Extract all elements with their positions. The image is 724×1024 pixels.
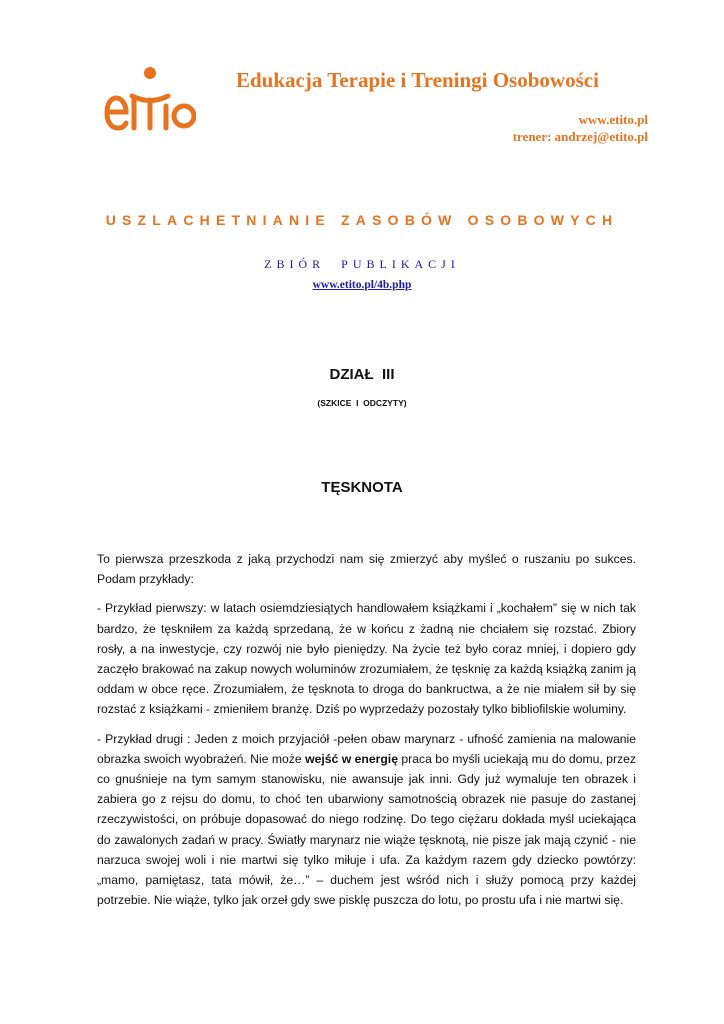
paragraph-example-one: - Przykład pierwszy: w latach osiemdziesiątych handlowałem książkami i „kochałem” się w nich tak bardzo, że tęskniłem za każdą sprzedaną, że w końcu z żadną nie chciałem się rozstać. Zbiory rosły, a na inwestycje, czy rozwój nie było pieniędzy. Na życie też było coraz mniej, i dopiero gdy zaczęło brakować na zakup nowych woluminów zrozumiałem, że tęsknię za każdą książką zanim ją oddam w obce ręce. Zrozumiałem, że tęsknota to droga do bankructwa, a że nie miałem sił by się rozstać z książkami - zmieniłem branżę. Dziś po wyprzedaży pozostały tylko bibliofilskie woluminy. <box>97 601 636 717</box>
logo-text: etito <box>104 66 106 67</box>
organization-title: Edukacja Terapie i Treningi Osobowości <box>236 68 599 92</box>
website-link[interactable]: www.etito.pl <box>578 112 648 127</box>
section-title: DZIAŁ III <box>329 366 395 383</box>
paragraph-intro: To pierwsza przeszkoda z jaką przychodzi nam się zmierzyć aby myśleć o ruszaniu po sukces. Podam przykłady: <box>97 552 636 587</box>
paragraph-example-two <box>97 729 636 911</box>
section-subtitle: (SZKICE I ODCZYTY) <box>317 398 407 408</box>
series-subtitle: ZBIÓR PUBLIKACJI <box>264 257 460 271</box>
trainer-contact[interactable]: trener: andrzej@etito.pl <box>512 129 648 144</box>
paragraph-text: - Przykład drugi : Jeden z moich przyjaciół -pełen obaw marynarz - ufność zamienia na malowanie obrazka swoich wyobrażeń. Nie może <box>97 731 636 766</box>
article-body <box>97 549 636 919</box>
etito-logo <box>104 66 196 132</box>
paragraph-text: praca bo myśli uciekają mu do domu, przez co gnuśnieje na tym samym stanowisku, nie awansuje jak inni. Gdy już wymaluje ten obrazek i zabiera go z rejsu do domu, to choć ten ubarwiony samotnością obrazek nie pasuje do zastanej rzeczywistości, on próbuje dopasować do niego rodzinę. Do tego ciężaru dokłada myśl uciekająca do zawalonych zadań w pracy. Światły marynarz nie wiąże tęsknotą, nie pisze jak mają czynić - nie narzuca swojej woli i nie martwi się tylko miłuje i ufa. Za każdym razem gdy dziecko powtórzy: „mamo, pamiętasz, tata mówił, że…” – duchem jest wśród nich i służy pomocą przy każdej potrzebie. Nie wiąże, tylko jak orzeł gdy swe pisklę puszcza do lotu, po prostu ufa i nie martwi się. <box>97 751 636 908</box>
emphasis-text: wejść w energię <box>305 751 398 766</box>
publications-link[interactable]: www.etito.pl/4b.php <box>312 279 412 291</box>
series-title: USZLACHETNIANIE ZASOBÓW OSOBOWYCH <box>105 212 619 228</box>
article-heading: TĘSKNOTA <box>321 479 403 496</box>
